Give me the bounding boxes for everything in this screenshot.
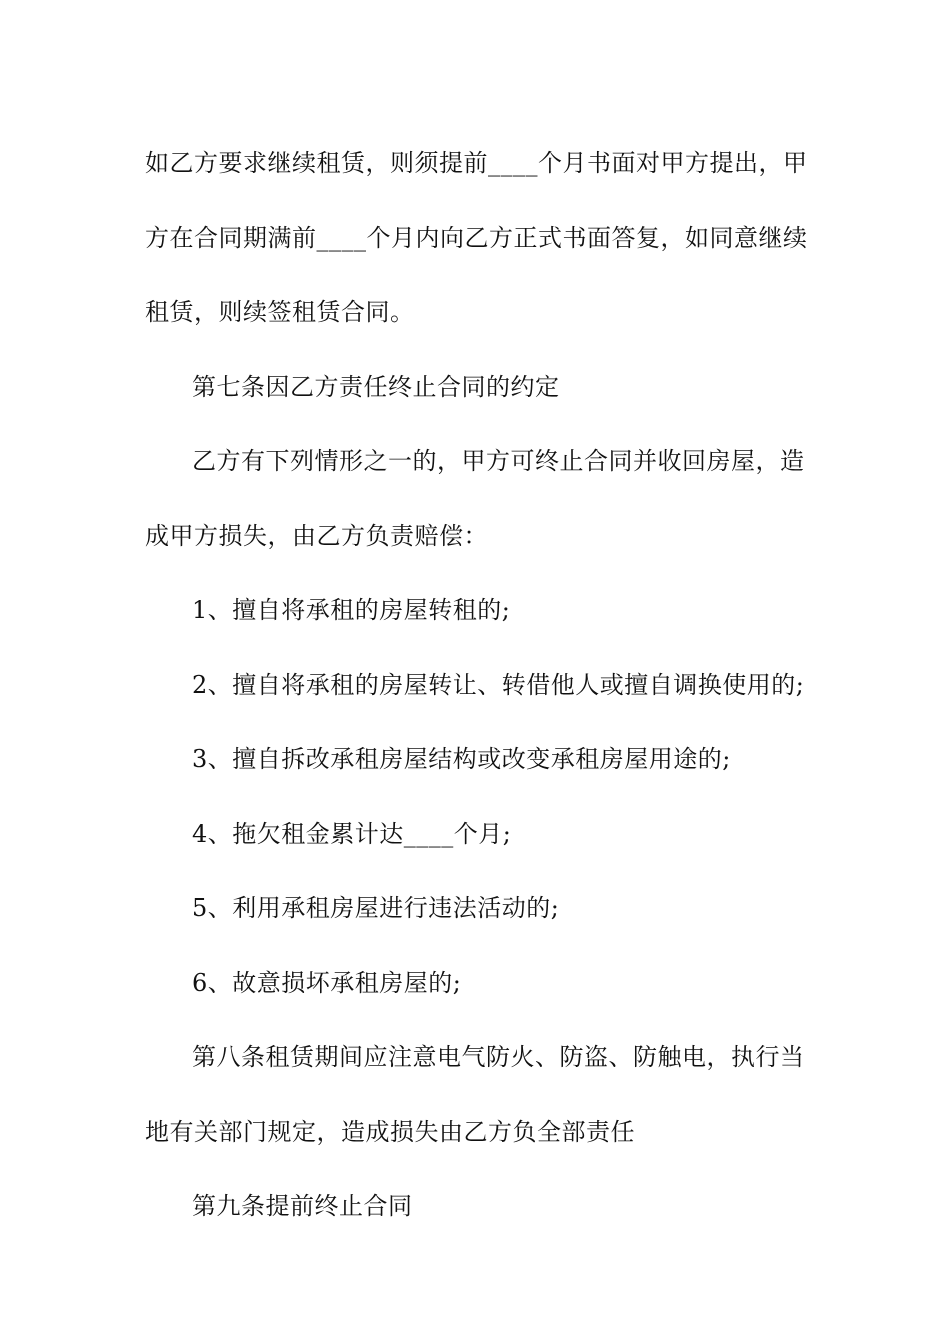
article-heading: 第八条租赁期间应注意电气防火、防盗、防触电，执行当 xyxy=(192,1043,805,1071)
list-item: 5、利用承租房屋进行违法活动的; xyxy=(192,894,560,922)
list-item: 2、擅自将承租的房屋转让、转借他人或擅自调换使用的; xyxy=(192,670,805,699)
list-item: 1、擅自将承租的房屋转租的; xyxy=(192,596,511,624)
article-heading: 第七条因乙方责任终止合同的约定 xyxy=(192,372,560,401)
article-heading: 第九条提前终止合同 xyxy=(192,1192,413,1220)
body-line: 地有关部门规定，造成损失由乙方负全部责任 xyxy=(145,1117,635,1146)
list-item: 3、擅自拆改承租房屋结构或改变承租房屋用途的; xyxy=(192,745,731,773)
body-line: 成甲方损失，由乙方负责赔偿： xyxy=(145,521,488,550)
list-item: 6、故意损坏承租房屋的; xyxy=(192,968,462,997)
list-item: 4、拖欠租金累计达____个月; xyxy=(192,819,512,848)
body-line: 租赁，则续签租赁合同。 xyxy=(145,298,415,326)
body-line: 乙方有下列情形之一的，甲方可终止合同并收回房屋，造 xyxy=(192,447,805,475)
body-line: 如乙方要求继续租赁，则须提前____个月书面对甲方提出，甲 xyxy=(145,149,808,177)
body-line: 方在合同期满前____个月内向乙方正式书面答复，如同意继续 xyxy=(145,223,808,252)
document-body xyxy=(145,126,810,1244)
